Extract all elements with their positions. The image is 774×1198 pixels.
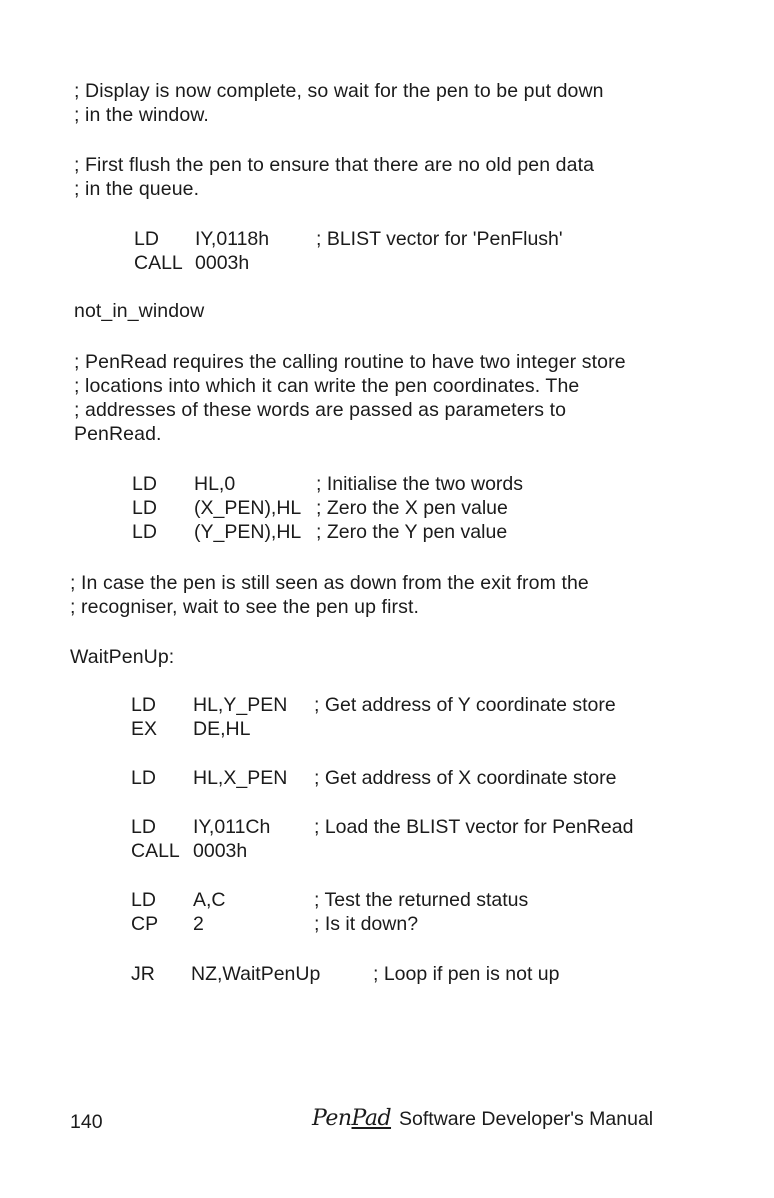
- code-op: LD: [131, 816, 156, 838]
- comment-line: ; in the window.: [74, 104, 209, 126]
- code-comment: ; Is it down?: [314, 913, 419, 935]
- code-arg: NZ,WaitPenUp: [191, 963, 321, 985]
- code-arg: HL,0: [194, 473, 236, 495]
- code-arg: (X_PEN),HL: [194, 497, 302, 519]
- logo-pad: Pad: [351, 1106, 392, 1131]
- code-arg: 0003h: [193, 840, 248, 862]
- code-op: JR: [131, 963, 155, 985]
- comment-line: ; in the queue.: [74, 178, 200, 200]
- comment-line: ; addresses of these words are passed as parameters to: [74, 399, 567, 421]
- manual-title: Software Developer's Manual: [399, 1108, 654, 1130]
- comment-line: ; recogniser, wait to see the pen up first.: [70, 596, 419, 618]
- code-arg: 2: [193, 913, 204, 935]
- code-comment: ; Get address of X coordinate store: [314, 767, 617, 789]
- comment-line: ; In case the pen is still seen as down from the exit from the: [70, 572, 589, 594]
- code-op: EX: [131, 718, 158, 740]
- comment-line: ; PenRead requires the calling routine to have two integer store: [74, 351, 626, 373]
- code-op: CALL: [134, 252, 183, 274]
- code-comment: ; Zero the Y pen value: [316, 521, 508, 543]
- code-comment: ; Loop if pen is not up: [373, 963, 560, 985]
- code-op: CALL: [131, 840, 180, 862]
- code-comment: ; Get address of Y coordinate store: [314, 694, 616, 716]
- code-comment: ; Zero the X pen value: [316, 497, 508, 519]
- footer-title: [312, 1106, 653, 1131]
- comment-line: PenRead.: [74, 423, 162, 445]
- code-comment: ; Initialise the two words: [316, 473, 524, 495]
- code-comment: ; BLIST vector for 'PenFlush': [316, 228, 563, 250]
- code-arg: HL,Y_PEN: [193, 694, 288, 716]
- logo-pen: Pen: [312, 1106, 352, 1131]
- code-op: LD: [134, 228, 159, 250]
- penpad-logo: [312, 1106, 391, 1131]
- comment-line: ; First flush the pen to ensure that there are no old pen data: [74, 154, 595, 176]
- code-op: LD: [132, 497, 157, 519]
- page-number: 140: [70, 1111, 103, 1133]
- code-op: LD: [132, 473, 157, 495]
- code-arg: IY,011Ch: [193, 816, 271, 838]
- code-op: LD: [131, 694, 156, 716]
- code-arg: DE,HL: [193, 718, 251, 740]
- comment-line: ; locations into which it can write the pen coordinates. The: [74, 375, 580, 397]
- code-label: not_in_window: [74, 300, 205, 322]
- code-op: CP: [131, 913, 159, 935]
- code-label: WaitPenUp:: [70, 646, 175, 668]
- code-arg: HL,X_PEN: [193, 767, 288, 789]
- code-op: LD: [132, 521, 157, 543]
- code-comment: ; Load the BLIST vector for PenRead: [314, 816, 634, 838]
- code-arg: (Y_PEN),HL: [194, 521, 302, 543]
- code-comment: ; Test the returned status: [314, 889, 529, 911]
- comment-line: ; Display is now complete, so wait for the pen to be put down: [74, 80, 604, 102]
- code-arg: IY,0118h: [195, 228, 270, 250]
- code-op: LD: [131, 767, 156, 789]
- code-arg: A,C: [193, 889, 226, 911]
- code-arg: 0003h: [195, 252, 250, 274]
- code-op: LD: [131, 889, 156, 911]
